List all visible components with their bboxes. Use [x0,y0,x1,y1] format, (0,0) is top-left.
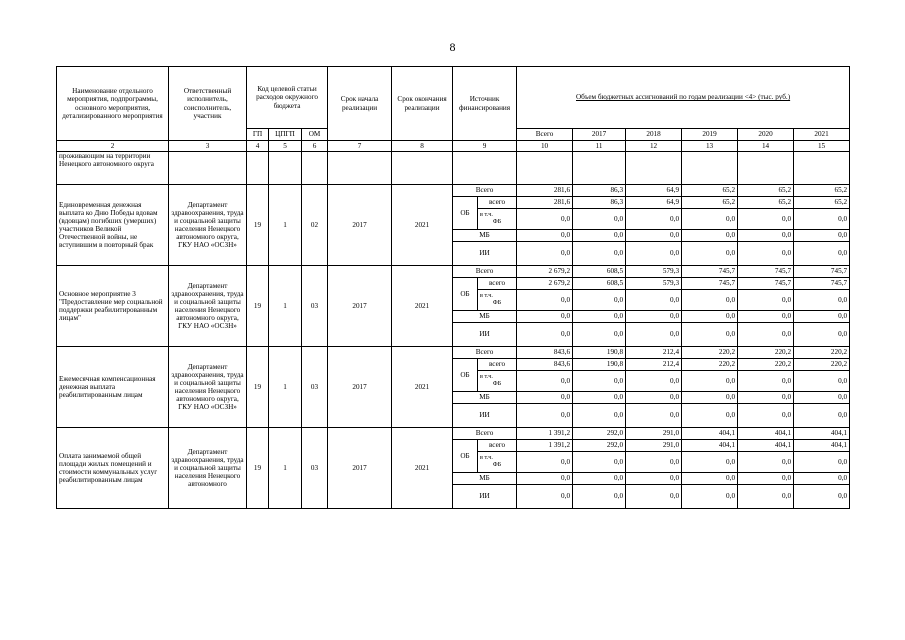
code-ctpgp: 1 [269,428,302,509]
budget-value: 0,0 [794,242,850,266]
budget-value: 281,6 [517,197,573,209]
budget-value: 0,0 [573,230,626,242]
budget-value: 0,0 [682,242,738,266]
budget-value: 0,0 [682,392,738,404]
budget-value: 0,0 [573,242,626,266]
budget-value: 190,8 [573,347,626,359]
end-year: 2021 [392,185,453,266]
budget-value: 0,0 [573,485,626,509]
budget-value: 745,7 [682,266,738,278]
column-number: 3 [169,141,247,152]
source-ii-label: ИИ [453,242,517,266]
header-source: Источник финансирования [453,67,517,141]
source-ob-total-label: всего [478,440,517,452]
budget-value: 0,0 [573,392,626,404]
budget-value: 0,0 [517,485,573,509]
budget-value: 579,3 [626,278,682,290]
budget-value: 0,0 [794,473,850,485]
header-code: Код целевой статьи расходов окружного бюджета [247,67,328,129]
measure-name: Единовременная денежная выплата ко Дню Победы вдовам (вдовцам) погибших (умерших) участников Великой Отечественной войны, не вступившим в повторный брак [57,185,169,266]
budget-value: 65,2 [682,197,738,209]
source-vtch-label: в т.ч. [480,373,493,381]
source-total-label: Всего [453,185,517,197]
budget-value: 0,0 [738,290,794,311]
budget-value: 212,4 [626,347,682,359]
header-responsible: Ответственный исполнитель, соисполнитель, участник [169,67,247,141]
header-year: 2017 [573,129,626,141]
code-om: 03 [302,266,328,347]
source-fb-label [478,209,517,230]
end-year: 2021 [392,347,453,428]
budget-value: 65,2 [738,185,794,197]
budget-value: 220,2 [794,359,850,371]
end-year: 2021 [392,428,453,509]
budget-value: 0,0 [682,290,738,311]
source-ii-label: ИИ [453,323,517,347]
budget-value: 0,0 [682,311,738,323]
measure-name: Ежемесячная компенсационная денежная выплата реабилитированным лицам [57,347,169,428]
budget-value: 0,0 [794,209,850,230]
budget-value: 212,4 [626,359,682,371]
budget-value: 65,2 [738,197,794,209]
budget-value: 0,0 [682,209,738,230]
source-fb-text: ФБ [492,218,502,225]
table-row [57,428,850,440]
header-year: 2019 [682,129,738,141]
budget-value: 2 679,2 [517,278,573,290]
code-om: 03 [302,428,328,509]
budget-value: 0,0 [794,485,850,509]
budget-value: 745,7 [738,266,794,278]
column-number: 12 [626,141,682,152]
column-number: 10 [517,141,573,152]
code-gp: 19 [247,347,269,428]
budget-value: 0,0 [517,404,573,428]
header-ctpgp: ЦПГП [269,129,302,141]
budget-value: 0,0 [517,323,573,347]
budget-value: 0,0 [573,404,626,428]
source-total-label: Всего [453,266,517,278]
header-start: Срок начала реализации [328,67,392,141]
measure-name: Основное мероприятие 3 "Предоставление мер социальной поддержки реабилитированным лицам" [57,266,169,347]
code-ctpgp: 1 [269,266,302,347]
budget-value: 0,0 [794,290,850,311]
budget-value: 745,7 [794,266,850,278]
budget-value: 86,3 [573,185,626,197]
budget-value: 0,0 [573,473,626,485]
responsible-executor: Департамент здравоохранения, труда и социальной защиты населения Ненецкого автономного округа, ГКУ НАО «ОСЗН» [169,266,247,347]
source-ob-total-label: всего [478,197,517,209]
budget-value: 0,0 [738,311,794,323]
source-ob-total-label: всего [478,359,517,371]
budget-value: 0,0 [626,311,682,323]
table-row [57,185,850,197]
budget-value: 0,0 [517,371,573,392]
source-ob-label: ОБ [453,359,478,392]
budget-value: 65,2 [794,185,850,197]
budget-value: 579,3 [626,266,682,278]
budget-value: 0,0 [626,485,682,509]
budget-value: 0,0 [573,371,626,392]
budget-value: 745,7 [738,278,794,290]
budget-value: 0,0 [626,404,682,428]
budget-value: 291,0 [626,428,682,440]
budget-value: 65,2 [682,185,738,197]
budget-value: 0,0 [738,209,794,230]
budget-value: 0,0 [738,485,794,509]
budget-value: 0,0 [794,311,850,323]
start-year: 2017 [328,185,392,266]
header-year: 2018 [626,129,682,141]
source-fb-label [478,371,517,392]
budget-value: 220,2 [738,359,794,371]
budget-value: 1 391,2 [517,440,573,452]
budget-value: 0,0 [517,392,573,404]
budget-value: 404,1 [794,440,850,452]
column-number: 5 [269,141,302,152]
table-row [57,347,850,359]
source-mb-label: МБ [453,473,517,485]
budget-value: 608,5 [573,278,626,290]
source-ob-label: ОБ [453,440,478,473]
budget-value: 0,0 [682,473,738,485]
column-number: 4 [247,141,269,152]
budget-value: 0,0 [794,371,850,392]
budget-value: 0,0 [626,323,682,347]
budget-value: 2 679,2 [517,266,573,278]
budget-value: 292,0 [573,428,626,440]
budget-value: 0,0 [626,392,682,404]
header-year: 2021 [794,129,850,141]
budget-value: 0,0 [626,209,682,230]
budget-value: 745,7 [682,278,738,290]
end-year: 2021 [392,266,453,347]
column-number: 9 [453,141,517,152]
header-gp: ГП [247,129,269,141]
code-gp: 19 [247,266,269,347]
budget-value: 220,2 [794,347,850,359]
budget-value: 0,0 [517,242,573,266]
budget-value: 190,8 [573,359,626,371]
column-number: 15 [794,141,850,152]
column-number: 11 [573,141,626,152]
code-ctpgp: 1 [269,185,302,266]
source-ob-label: ОБ [453,197,478,230]
budget-allocation-table [56,66,850,509]
budget-value: 0,0 [517,311,573,323]
start-year: 2017 [328,347,392,428]
column-number: 6 [302,141,328,152]
budget-value: 0,0 [626,230,682,242]
header-name: Наименование отдельного мероприятия, подпрограммы, основного мероприятия, детализированного мероприятия [57,67,169,141]
header-year: 2020 [738,129,794,141]
budget-value: 1 391,2 [517,428,573,440]
budget-value: 0,0 [682,404,738,428]
header-volume: Объем бюджетных ассигнований по годам реализации <4> (тыс. руб.) [517,67,850,129]
table-row [57,266,850,278]
source-ii-label: ИИ [453,485,517,509]
budget-value: 0,0 [738,323,794,347]
budget-value: 0,0 [738,230,794,242]
budget-value: 86,3 [573,197,626,209]
budget-value: 0,0 [794,230,850,242]
budget-value: 0,0 [517,290,573,311]
source-fb-label [478,452,517,473]
header-year: Всего [517,129,573,141]
budget-value: 0,0 [738,392,794,404]
code-ctpgp: 1 [269,347,302,428]
budget-value: 291,0 [626,440,682,452]
code-om: 02 [302,185,328,266]
start-year: 2017 [328,428,392,509]
budget-value: 404,1 [682,440,738,452]
column-number: 7 [328,141,392,152]
source-total-label: Всего [453,347,517,359]
budget-value: 0,0 [738,473,794,485]
budget-value: 404,1 [738,428,794,440]
budget-value: 0,0 [738,242,794,266]
budget-value: 292,0 [573,440,626,452]
column-number: 13 [682,141,738,152]
column-number: 8 [392,141,453,152]
budget-value: 0,0 [738,404,794,428]
responsible-executor: Департамент здравоохранения, труда и социальной защиты населения Ненецкого автономного округа, ГКУ НАО «ОСЗН» [169,347,247,428]
budget-value: 0,0 [682,452,738,473]
budget-value: 0,0 [573,311,626,323]
page-number: 8 [449,40,456,54]
budget-value: 0,0 [573,323,626,347]
column-number: 2 [57,141,169,152]
budget-value: 0,0 [682,485,738,509]
budget-value: 0,0 [517,230,573,242]
budget-value: 0,0 [626,473,682,485]
budget-value: 404,1 [682,428,738,440]
budget-value: 0,0 [626,371,682,392]
source-fb-label [478,290,517,311]
budget-value: 0,0 [573,452,626,473]
budget-value: 0,0 [626,452,682,473]
source-vtch-label: в т.ч. [480,292,493,300]
budget-value: 65,2 [794,197,850,209]
budget-value: 0,0 [517,452,573,473]
source-total-label: Всего [453,428,517,440]
budget-value: 0,0 [573,209,626,230]
budget-value: 0,0 [794,404,850,428]
budget-value: 0,0 [626,290,682,311]
budget-value: 0,0 [794,392,850,404]
source-vtch-label: в т.ч. [480,211,493,219]
budget-value: 0,0 [626,242,682,266]
budget-value: 745,7 [794,278,850,290]
carry-over-text: проживающим на территории Ненецкого автономного округа [57,152,169,185]
budget-value: 0,0 [682,371,738,392]
budget-value: 64,9 [626,185,682,197]
budget-value: 0,0 [517,473,573,485]
budget-value: 0,0 [682,323,738,347]
code-gp: 19 [247,428,269,509]
budget-value: 608,5 [573,266,626,278]
budget-value: 64,9 [626,197,682,209]
budget-value: 0,0 [682,230,738,242]
source-vtch-label: в т.ч. [480,454,493,462]
source-fb-text: ФБ [492,461,502,468]
source-ob-label: ОБ [453,278,478,311]
budget-value: 0,0 [794,323,850,347]
column-number: 14 [738,141,794,152]
source-fb-text: ФБ [492,299,502,306]
source-mb-label: МБ [453,392,517,404]
budget-value: 220,2 [682,347,738,359]
budget-value: 843,6 [517,347,573,359]
source-fb-text: ФБ [492,380,502,387]
budget-value: 220,2 [738,347,794,359]
budget-value: 0,0 [517,209,573,230]
budget-value: 404,1 [738,440,794,452]
header-om: ОМ [302,129,328,141]
budget-value: 404,1 [794,428,850,440]
budget-value: 843,6 [517,359,573,371]
responsible-executor: Департамент здравоохранения, труда и социальной защиты населения Ненецкого автономного округа, ГКУ НАО «ОСЗН» [169,185,247,266]
budget-value: 0,0 [573,290,626,311]
source-mb-label: МБ [453,311,517,323]
responsible-executor: Департамент здравоохранения, труда и социальной защиты населения Ненецкого автономного [169,428,247,509]
budget-value: 220,2 [682,359,738,371]
measure-name: Оплата занимаемой общей площади жилых помещений и стоимости коммунальных услуг реабилитированным лицам [57,428,169,509]
code-gp: 19 [247,185,269,266]
start-year: 2017 [328,266,392,347]
source-mb-label: МБ [453,230,517,242]
header-end: Срок окончания реализации [392,67,453,141]
source-ob-total-label: всего [478,278,517,290]
code-om: 03 [302,347,328,428]
budget-value: 0,0 [794,452,850,473]
budget-value: 0,0 [738,371,794,392]
source-ii-label: ИИ [453,404,517,428]
budget-value: 0,0 [738,452,794,473]
budget-value: 281,6 [517,185,573,197]
